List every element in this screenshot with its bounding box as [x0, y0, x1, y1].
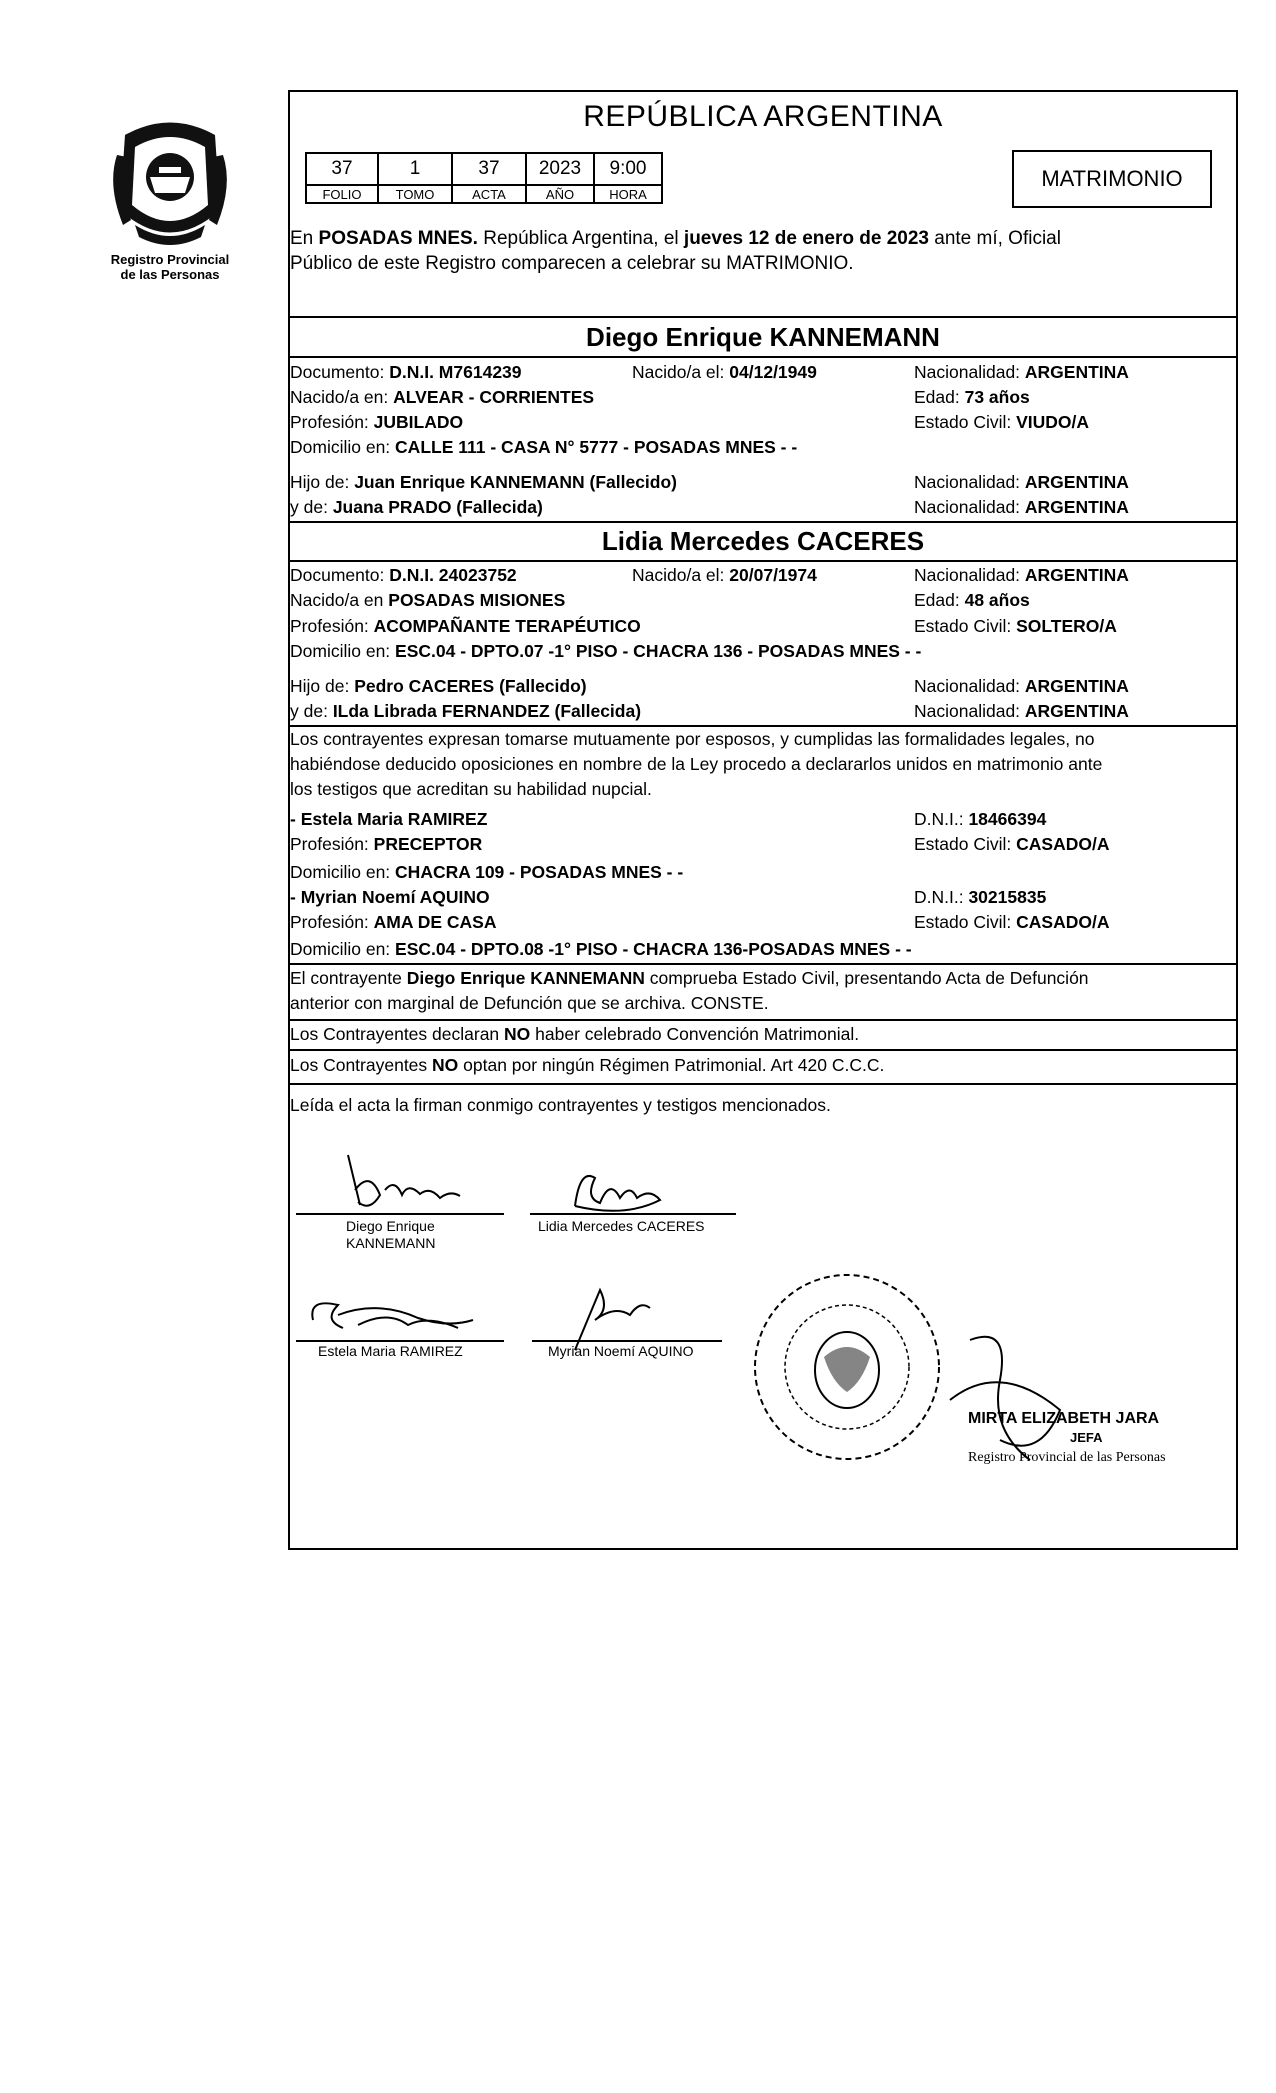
official-office: Registro Provincial de las Personas: [968, 1450, 1166, 1465]
signature-line: [296, 1213, 504, 1215]
spouse2-birthdate: Nacido/a el: 20/07/1974: [632, 565, 817, 585]
intro-line1: En POSADAS MNES. República Argentina, el jueves 12 de enero de 2023 ante mí, Oficial: [290, 228, 1061, 249]
spouse2-civil-status: Estado Civil: SOLTERO/A: [914, 616, 1117, 636]
spouse1-mother-nationality: Nacionalidad: ARGENTINA: [914, 497, 1129, 517]
official-stamp: [742, 1262, 952, 1477]
intro-line2: Público de este Registro comparecen a celebrar su MATRIMONIO.: [290, 253, 854, 274]
spouse1-name: Diego Enrique KANNEMANN: [586, 322, 940, 352]
tomo-value: 1: [378, 153, 452, 185]
signature-label-diego-1: Diego Enrique: [346, 1218, 435, 1234]
spouse2-mother-nationality: Nacionalidad: ARGENTINA: [914, 701, 1129, 721]
spouse2-address: Domicilio en: ESC.04 - DPTO.07 -1° PISO - CHACRA 136 - POSADAS MNES - -: [290, 641, 922, 661]
official-name: MIRTA ELIZABETH JARA: [968, 1410, 1160, 1427]
spouse2-father-nationality: Nacionalidad: ARGENTINA: [914, 676, 1129, 696]
spouse2-mother: y de: ILda Librada FERNANDEZ (Fallecida): [290, 701, 642, 721]
acta-value: 37: [452, 153, 526, 185]
spouse2-name: Lidia Mercedes CACERES: [601, 526, 925, 556]
official-role: JEFA: [1070, 1430, 1103, 1445]
divider: [288, 1083, 1238, 1085]
witness2-profession: Profesión: AMA DE CASA: [290, 912, 497, 932]
signature-label-lidia: Lidia Mercedes CACERES: [538, 1218, 705, 1234]
spouse2-document: Documento: D.N.I. 24023752: [290, 565, 517, 585]
intro-place: POSADAS MNES.: [318, 228, 478, 249]
spouse1-mother: y de: Juana PRADO (Fallecida): [290, 497, 543, 517]
spouse1-profession: Profesión: JUBILADO: [290, 412, 464, 432]
spouse2-profession: Profesión: ACOMPAÑANTE TERAPÉUTICO: [290, 616, 641, 636]
doc-type-box: MATRIMONIO: [1012, 150, 1212, 208]
hour-label: HORA: [594, 185, 662, 203]
signature-label-diego-2: KANNEMANN: [346, 1235, 436, 1251]
spouse1-address: Domicilio en: CALLE 111 - CASA N° 5777 - POSADAS MNES - -: [290, 437, 798, 457]
spouse2-birthplace: Nacido/a en POSADAS MISIONES: [290, 590, 566, 610]
spouse1-nationality: Nacionalidad: ARGENTINA: [914, 362, 1129, 382]
spouse1-age: Edad: 73 años: [914, 387, 1030, 407]
signature-line: [530, 1213, 736, 1215]
spouse1-civil-status: Estado Civil: VIUDO/A: [914, 412, 1090, 432]
spouse2-father: Hijo de: Pedro CACERES (Fallecido): [290, 676, 587, 696]
declaration-line2: habiéndose deducido oposiciones en nombre de la Ley procedo a declararlos unidos en matrimonio ante: [290, 754, 1103, 774]
divider: [288, 521, 1238, 523]
regime-text: Los Contrayentes NO optan por ningún Régimen Patrimonial. Art 420 C.C.C.: [290, 1055, 885, 1075]
closing-text: Leída el acta la firman conmigo contrayentes y testigos mencionados.: [290, 1095, 831, 1115]
logo-caption-line1: Registro Provincial: [110, 252, 230, 267]
page-title: REPÚBLICA ARGENTINA: [583, 100, 943, 133]
logo-caption-line2: de las Personas: [120, 267, 220, 282]
witness2-address: Domicilio en: ESC.04 - DPTO.08 -1° PISO - CHACRA 136-POSADAS MNES - -: [290, 939, 912, 959]
spouse1-father: Hijo de: Juan Enrique KANNEMANN (Fallecido): [290, 472, 678, 492]
year-value: 2023: [526, 153, 594, 185]
divider: [288, 1019, 1238, 1021]
divider: [288, 356, 1238, 358]
witness1-address: Domicilio en: CHACRA 109 - POSADAS MNES - -: [290, 862, 684, 882]
witness2-name: - Myrian Noemí AQUINO: [290, 887, 490, 907]
declaration-line1: Los contrayentes expresan tomarse mutuamente por esposos, y cumplidas las formalidades legales, no: [290, 729, 1095, 749]
acta-label: ACTA: [452, 185, 526, 203]
hour-value: 9:00: [594, 153, 662, 185]
witness1-dni: D.N.I.: 18466394: [914, 809, 1047, 829]
witness1-civil-status: Estado Civil: CASADO/A: [914, 834, 1110, 854]
spouse2-age: Edad: 48 años: [914, 590, 1030, 610]
witness2-civil-status: Estado Civil: CASADO/A: [914, 912, 1110, 932]
folio-label: FOLIO: [306, 185, 378, 203]
spouse1-document: Documento: D.N.I. M7614239: [290, 362, 522, 382]
witness1-profession: Profesión: PRECEPTOR: [290, 834, 483, 854]
divider: [288, 316, 1238, 318]
witness2-dni: D.N.I.: 30215835: [914, 887, 1047, 907]
signature-line: [296, 1340, 504, 1342]
signature-label-estela: Estela Maria RAMIREZ: [318, 1343, 463, 1359]
signature-line: [532, 1340, 722, 1342]
spouse1-birthplace: Nacido/a en: ALVEAR - CORRIENTES: [290, 387, 595, 407]
province-logo: [105, 115, 235, 255]
divider: [288, 1049, 1238, 1051]
witness1-name: - Estela Maria RAMIREZ: [290, 809, 488, 829]
note-line2: anterior con marginal de Defunción que se archiva. CONSTE.: [290, 993, 769, 1013]
declaration-line3: los testigos que acreditan su habilidad nupcial.: [290, 779, 652, 799]
spouse2-nationality: Nacionalidad: ARGENTINA: [914, 565, 1129, 585]
note-line1: El contrayente Diego Enrique KANNEMANN comprueba Estado Civil, presentando Acta de Defunción: [290, 968, 1089, 988]
intro-date: jueves 12 de enero de 2023: [683, 228, 929, 249]
record-table: [305, 152, 663, 204]
divider: [288, 560, 1238, 562]
tomo-label: TOMO: [378, 185, 452, 203]
signature-label-myrian: Myrian Noemí AQUINO: [548, 1343, 694, 1359]
logo-caption: [95, 252, 245, 282]
convention-text: Los Contrayentes declaran NO haber celebrado Convención Matrimonial.: [290, 1024, 860, 1044]
spouse1-birthdate: Nacido/a el: 04/12/1949: [632, 362, 817, 382]
divider: [288, 963, 1238, 965]
folio-value: 37: [306, 153, 378, 185]
year-label: AÑO: [526, 185, 594, 203]
spouse1-father-nationality: Nacionalidad: ARGENTINA: [914, 472, 1129, 492]
